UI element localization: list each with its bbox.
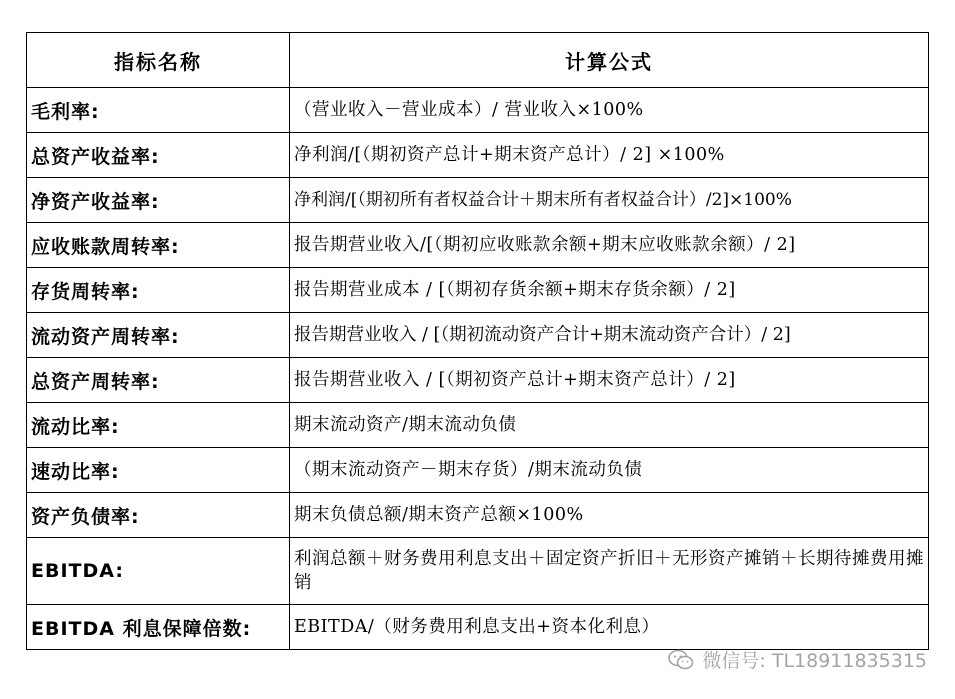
header-indicator-name: 指标名称: [27, 33, 290, 88]
document-page: [26, 32, 928, 650]
table-row: [27, 605, 929, 650]
indicator-formula: 净利润/[（期初所有者权益合计＋期末所有者权益合计）/2]×100%: [290, 178, 929, 223]
table-row: [27, 448, 929, 493]
table-row: [27, 178, 929, 223]
table-row: [27, 313, 929, 358]
wechat-icon: [668, 649, 694, 671]
indicator-formula: （营业收入－营业成本）/ 营业收入×100%: [290, 88, 929, 133]
table-row: [27, 493, 929, 538]
indicator-formula: 利润总额＋财务费用利息支出＋固定资产折旧＋无形资产摊销＋长期待摊费用摊销: [290, 538, 929, 605]
indicator-name: EBITDA:: [27, 538, 290, 605]
watermark: [668, 646, 927, 673]
indicator-name: 流动比率:: [27, 403, 290, 448]
indicator-formula: 报告期营业成本 / [（期初存货余额+期末存货余额）/ 2]: [290, 268, 929, 313]
indicator-name: 应收账款周转率:: [27, 223, 290, 268]
table-row: [27, 88, 929, 133]
table-row: [27, 268, 929, 313]
indicator-formula: 期末流动资产/期末流动负债: [290, 403, 929, 448]
indicator-name: 毛利率:: [27, 88, 290, 133]
table-header-row: [27, 33, 929, 88]
indicator-formula: 报告期营业收入 / [（期初流动资产合计+期末流动资产合计）/ 2]: [290, 313, 929, 358]
indicator-name: 流动资产周转率:: [27, 313, 290, 358]
indicator-formula: 净利润/[（期初资产总计+期末资产总计）/ 2] ×100%: [290, 133, 929, 178]
watermark-text: 微信号: TL18911835315: [702, 650, 927, 672]
indicator-name: 总资产周转率:: [27, 358, 290, 403]
indicator-name: 速动比率:: [27, 448, 290, 493]
table-row: [27, 133, 929, 178]
indicator-name: 总资产收益率:: [27, 133, 290, 178]
financial-ratio-table: [26, 32, 929, 650]
indicator-name: EBITDA 利息保障倍数:: [27, 605, 290, 650]
indicator-formula: EBITDA/（财务费用利息支出+资本化利息）: [290, 605, 929, 650]
indicator-name: 净资产收益率:: [27, 178, 290, 223]
table-row: [27, 358, 929, 403]
indicator-formula: 报告期营业收入 / [（期初资产总计+期末资产总计）/ 2]: [290, 358, 929, 403]
table-row: [27, 223, 929, 268]
indicator-formula: 期末负债总额/期末资产总额×100%: [290, 493, 929, 538]
indicator-formula: 报告期营业收入/[（期初应收账款余额+期末应收账款余额）/ 2]: [290, 223, 929, 268]
indicator-name: 存货周转率:: [27, 268, 290, 313]
indicator-name: 资产负债率:: [27, 493, 290, 538]
header-formula: 计算公式: [290, 33, 929, 88]
indicator-formula: （期末流动资产－期末存货）/期末流动负债: [290, 448, 929, 493]
table-row: [27, 538, 929, 605]
table-row: [27, 403, 929, 448]
